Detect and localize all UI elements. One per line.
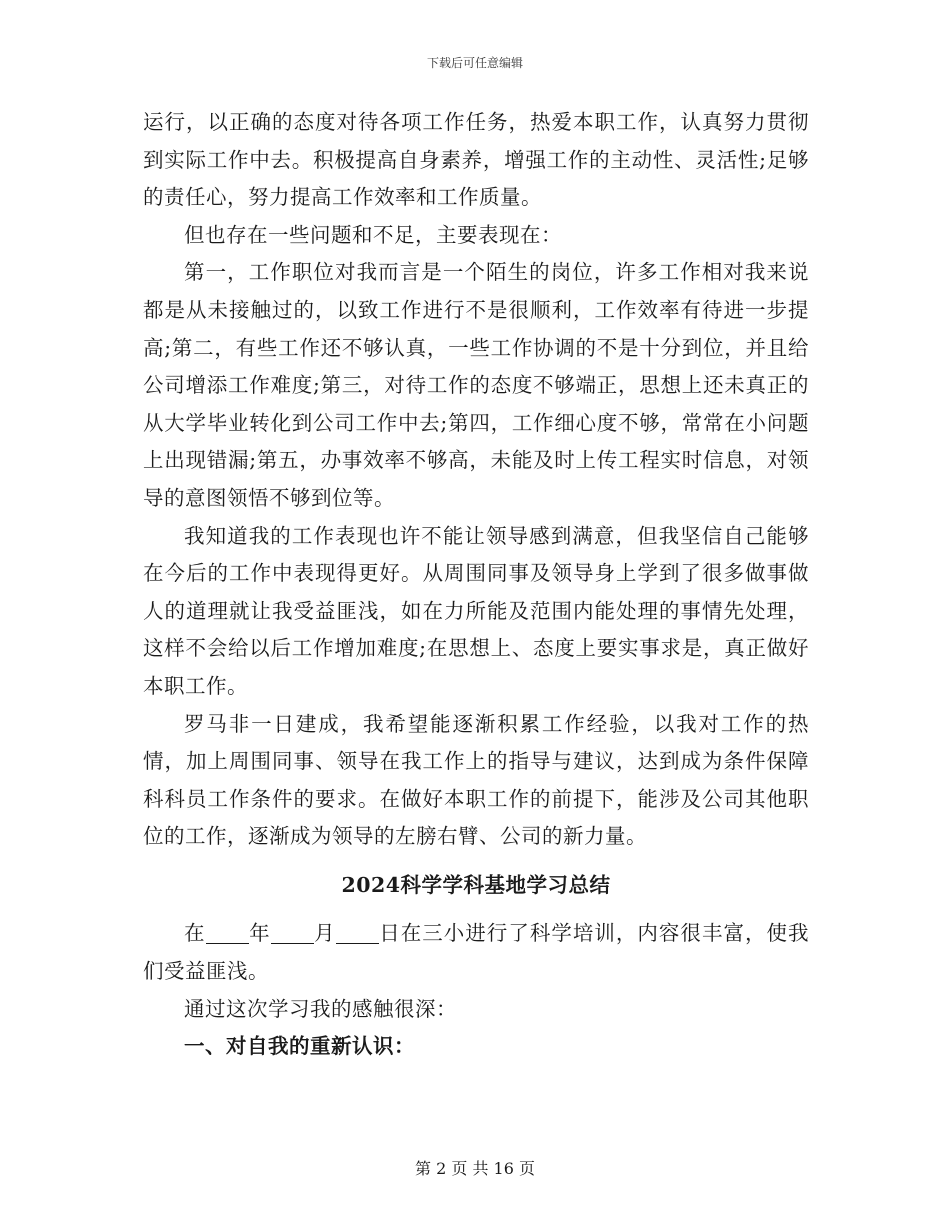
paragraph-feelings: 通过这次学习我的感触很深： [184, 996, 457, 1021]
document-body [143, 104, 809, 1066]
year-blank [206, 922, 249, 944]
paragraph-continued: 运行，以正确的态度对待各项工作任务，热爱本职工作，认真努力贯彻到实际工作中去。积极提高自身素养，增强工作的主动性、灵活性;足够的责任心，努力提高工作效率和工作质量。 [143, 110, 809, 210]
date-prefix: 在 [184, 921, 206, 946]
paragraph-problems-intro: 但也存在一些问题和不足，主要表现在： [184, 222, 562, 247]
paragraph-training-intro [143, 915, 809, 990]
page-footer: 第 2 页 共 16 页 [415, 1159, 535, 1178]
month-blank [271, 922, 314, 944]
page-header: 下载后可任意编辑 [426, 56, 523, 70]
date-month: 月 [313, 921, 336, 946]
date-year: 年 [248, 921, 271, 946]
paragraph-aspiration: 罗马非一日建成，我希望能逐渐积累工作经验，以我对工作的热情，加上周围同事、领导在我工作上的指导与建议，达到成为条件保障科科员工作条件的要求。在做好本职工作的前提下，能涉及公司其他职位的工作，逐渐成为领导的左膀右臂、公司的新力量。 [143, 711, 809, 849]
heading-self-recognition: 一、对自我的重新认识： [184, 1034, 415, 1059]
paragraph-problems-list: 第一，工作职位对我而言是一个陌生的岗位，许多工作相对我来说都是从未接触过的，以致工作进行不是很顺利，工作效率有待进一步提高;第二，有些工作还不够认真，一些工作协调的不是十分到位，并且给公司增添工作难度;第三，对待工作的态度不够端正，思想上还未真正的从大学毕业转化到公司工作中去;第四，工作细心度不够，常常在小问题上出现错漏;第五，办事效率不够高，未能及时上传工程实时信息，对领导的意图领悟不够到位等。 [143, 260, 809, 510]
paragraph-self-reflection: 我知道我的工作表现也许不能让领导感到满意，但我坚信自己能够在今后的工作中表现得更好。从周围同事及领导身上学到了很多做事做人的道理就让我受益匪浅，如在力所能及范围内能处理的事情先处理，这样不会给以后工作增加难度;在思想上、态度上要实事求是，真正做好本职工作。 [143, 523, 809, 698]
section-title: 2024科学学科基地学习总结 [341, 872, 611, 897]
date-suffix: 日在三小进行了科学培训，内容很丰富，使我们受益匪浅。 [143, 921, 810, 984]
day-blank [336, 922, 379, 944]
